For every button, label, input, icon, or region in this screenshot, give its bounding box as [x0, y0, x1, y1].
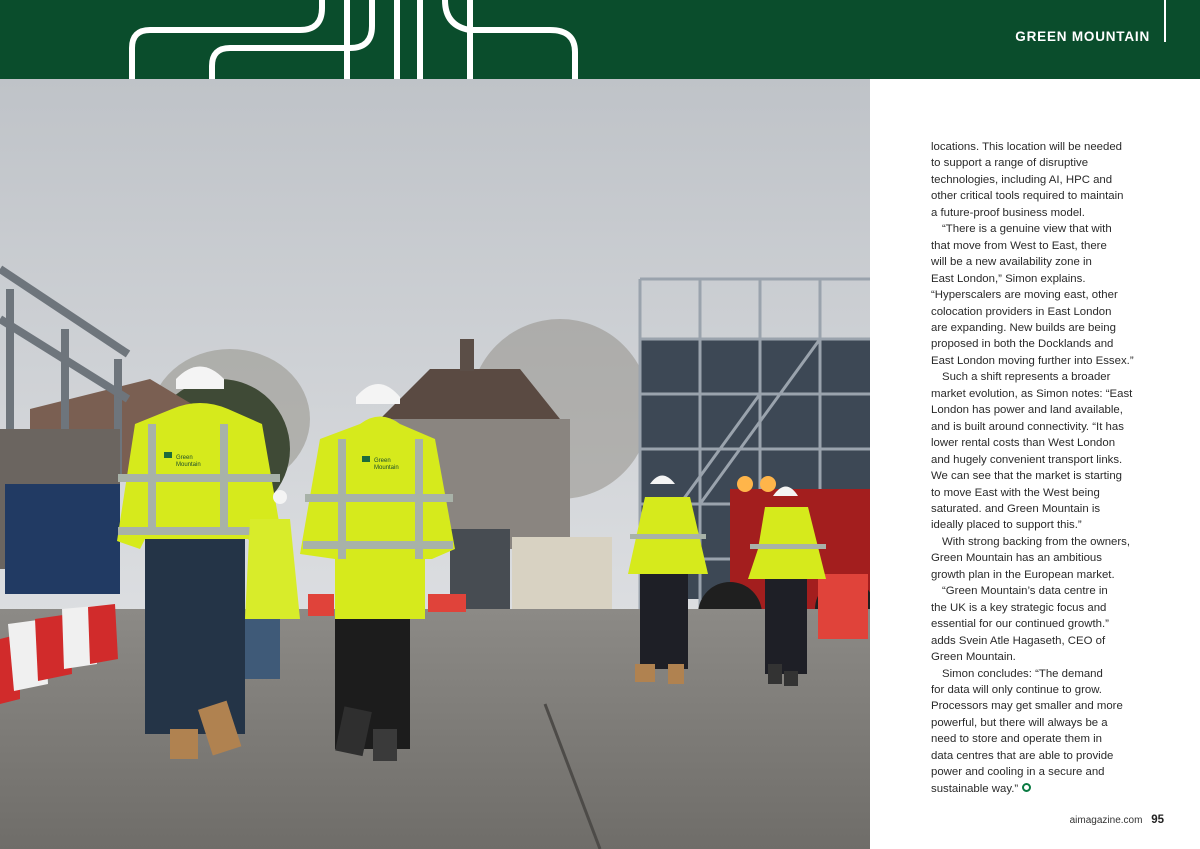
article-paragraph: locations. This location will be needed to support a range of disruptive technologies, including AI, HPC and other critical tools required to maintain a future-proof business model. [931, 141, 1124, 219]
article-paragraph-text: Simon concludes: “The demand for data will only continue to grow. Processors may get smaller and more powerful, but there will always be a need to store and operate them in data centres that are able to provide power and cooling in a secure and sustainable way.” [931, 667, 1123, 795]
svg-text:Mountain: Mountain [176, 462, 201, 468]
svg-text:Green: Green [176, 455, 193, 461]
article-body [931, 139, 1163, 797]
page-number: 95 [1151, 814, 1164, 826]
section-title: GREEN MOUNTAIN [1015, 29, 1150, 44]
end-of-article-icon [1022, 783, 1031, 792]
article-paragraph-last [931, 666, 1163, 798]
svg-text:Green: Green [374, 458, 391, 464]
article-paragraph: Such a shift represents a broader market evolution, as Simon notes: “East London has power and land available, and is built around connectivity. “It has lower rental costs than West London and hugely convenient transport links. We can see that the market is starting to move East with the West being saturated. and Green Mountain is ideally placed to support this.” [931, 371, 1133, 532]
header-divider [1164, 0, 1166, 42]
article-paragraph: With strong backing from the owners, Green Mountain has an ambitious growth plan in the European market. [931, 535, 1131, 581]
footer-site: aimagazine.com [1069, 815, 1143, 826]
article-paragraph: “Green Mountain’s data centre in the UK is a key strategic focus and essential for our continued growth.” adds Svein Atle Hagaseth, CEO of Green Mountain. [931, 585, 1109, 664]
page-footer [1070, 814, 1164, 826]
svg-text:Mountain: Mountain [374, 465, 399, 471]
page-header [0, 0, 1200, 79]
circuit-line-decoration [0, 0, 620, 79]
construction-site-photo [0, 79, 870, 849]
article-paragraph: “There is a genuine view that with that move from West to East, there will be a new availability zone in East London,” Simon explains. “Hyperscalers are moving east, other colocation providers in East London are expanding. New builds are being proposed in both the Docklands and East London moving further into Essex.” [931, 223, 1134, 367]
